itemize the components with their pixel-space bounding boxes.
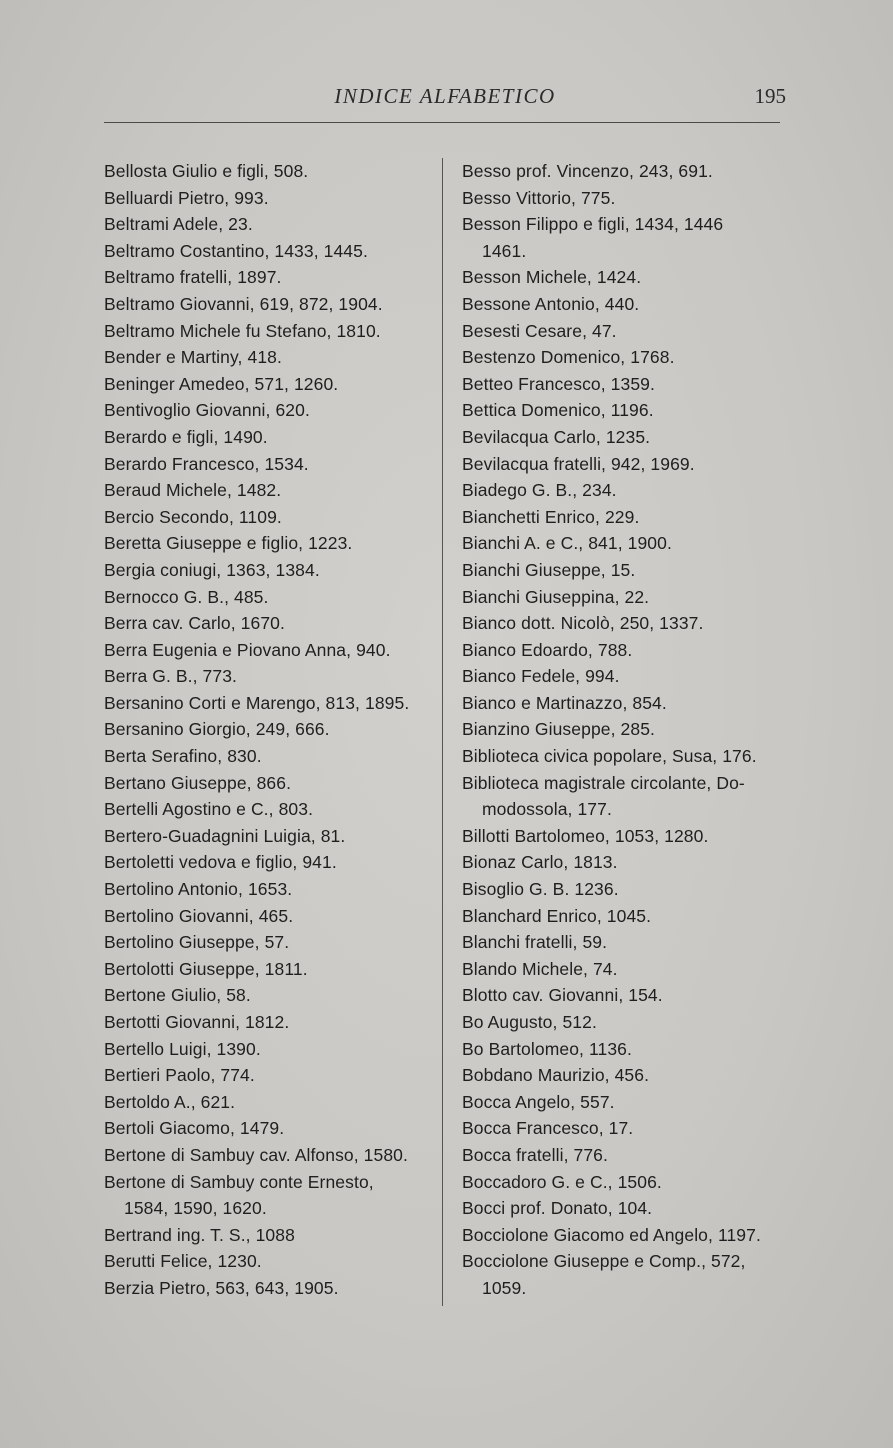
index-entry bbox=[462, 823, 787, 850]
index-entry bbox=[104, 1275, 430, 1302]
index-entry-text: Besso prof. Vincenzo, 243, 691. bbox=[462, 161, 713, 181]
index-entry bbox=[462, 982, 787, 1009]
index-entry-text: Bentivoglio Giovanni, 620. bbox=[104, 400, 310, 421]
index-entry bbox=[104, 424, 430, 451]
index-entry bbox=[104, 318, 430, 345]
index-entry bbox=[462, 1009, 787, 1036]
index-entry bbox=[104, 796, 430, 823]
index-entry bbox=[104, 743, 430, 770]
index-entry-text: Bercio Secondo, 1109. bbox=[104, 506, 282, 527]
index-entry-text: Boccadoro G. e C., 1506. bbox=[462, 1171, 662, 1192]
index-entry-text: Bianchetti Enrico, 229. bbox=[462, 506, 640, 527]
index-entry-text: Belluardi Pietro, 993. bbox=[104, 187, 269, 208]
index-entry bbox=[104, 1009, 430, 1036]
index-entry bbox=[104, 876, 430, 903]
index-entry-continuation: modossola, 177. bbox=[482, 799, 612, 820]
index-entry-text: Bianzino Giuseppe, 285. bbox=[462, 719, 655, 740]
index-entry bbox=[462, 211, 787, 264]
index-entry-text: Besesti Cesare, 47. bbox=[462, 320, 617, 341]
index-entry-text: Berra Eugenia e Piovano Anna, 940. bbox=[104, 639, 391, 660]
index-entry-text: Bo Augusto, 512. bbox=[462, 1012, 597, 1032]
index-entry-text: Bianco Fedele, 994. bbox=[462, 666, 620, 687]
index-entry-text: Blotto cav. Giovanni, 154. bbox=[462, 985, 663, 1006]
index-entry bbox=[104, 770, 430, 797]
index-entry bbox=[104, 530, 430, 557]
index-entry-text: Beltramo Costantino, 1433, 1445. bbox=[104, 240, 368, 261]
index-entry-text: Beltramo fratelli, 1897. bbox=[104, 267, 282, 288]
index-entry-text: Berzia Pietro, 563, 643, 1905. bbox=[104, 1277, 339, 1298]
index-entry-text: Bianco Edoardo, 788. bbox=[462, 639, 633, 660]
index-entry bbox=[462, 1089, 787, 1116]
index-entry-text: Bessone Antonio, 440. bbox=[462, 293, 640, 314]
index-entry bbox=[462, 158, 787, 185]
index-entry bbox=[462, 1169, 787, 1196]
index-entry bbox=[104, 690, 430, 717]
index-entry bbox=[462, 610, 787, 637]
index-entry bbox=[462, 663, 787, 690]
index-entry-text: Berardo e figli, 1490. bbox=[104, 426, 268, 447]
index-entry-text: Bertero-Guadagnini Luigia, 81. bbox=[104, 825, 346, 846]
index-entry bbox=[104, 849, 430, 876]
index-entry-text: Bertoli Giacomo, 1479. bbox=[104, 1118, 285, 1139]
index-entry-text: Bergia coniugi, 1363, 1384. bbox=[104, 559, 320, 580]
index-entry-text: Bocci prof. Donato, 104. bbox=[462, 1198, 653, 1219]
index-entry bbox=[462, 1248, 787, 1301]
index-entry-text: Beninger Amedeo, 571, 1260. bbox=[104, 373, 339, 394]
index-entry-text: Billotti Bartolomeo, 1053, 1280. bbox=[462, 825, 709, 846]
index-entry-text: Bellosta Giulio e figli, 508. bbox=[104, 161, 309, 181]
index-entry bbox=[462, 1062, 787, 1089]
index-entry bbox=[104, 1036, 430, 1063]
index-entry bbox=[462, 743, 787, 770]
index-entry bbox=[104, 557, 430, 584]
index-entry-text: Bertolino Antonio, 1653. bbox=[104, 879, 293, 900]
index-entry-text: Biadego G. B., 234. bbox=[462, 480, 617, 501]
index-entry-text: Bianchi Giuseppe, 15. bbox=[462, 559, 636, 580]
index-entry bbox=[462, 264, 787, 291]
index-entry-text: Bertano Giuseppe, 866. bbox=[104, 772, 292, 793]
page-title: INDICE ALFABETICO bbox=[334, 84, 556, 108]
index-entry bbox=[104, 1142, 430, 1169]
index-entry-text: Bertone Giulio, 58. bbox=[104, 985, 251, 1006]
index-entry bbox=[462, 903, 787, 930]
index-entry bbox=[462, 584, 787, 611]
index-entry bbox=[104, 158, 430, 185]
index-entry bbox=[462, 318, 787, 345]
index-entry bbox=[104, 1115, 430, 1142]
index-entry-text: Bertoletti vedova e figlio, 941. bbox=[104, 852, 337, 873]
index-entry bbox=[104, 238, 430, 265]
index-entry bbox=[104, 185, 430, 212]
index-entry bbox=[462, 849, 787, 876]
index-entry bbox=[104, 584, 430, 611]
index-entry bbox=[104, 211, 430, 238]
index-entry bbox=[462, 1222, 787, 1249]
index-entry bbox=[462, 929, 787, 956]
index-entry bbox=[104, 504, 430, 531]
index-entry-text: Bianchi Giuseppina, 22. bbox=[462, 586, 650, 607]
index-entry-text: Bocciolone Giacomo ed Angelo, 1197. bbox=[462, 1224, 761, 1245]
index-column-right bbox=[462, 158, 787, 1302]
index-entry bbox=[104, 903, 430, 930]
index-entry bbox=[104, 982, 430, 1009]
index-entry-text: Bocca Francesco, 17. bbox=[462, 1118, 634, 1139]
index-entry-text: Beltramo Giovanni, 619, 872, 1904. bbox=[104, 293, 383, 314]
index-entry bbox=[462, 1195, 787, 1222]
index-entry-text: Berta Serafino, 830. bbox=[104, 746, 262, 767]
index-entry bbox=[104, 716, 430, 743]
index-entry bbox=[104, 291, 430, 318]
index-entry-text: Biblioteca civica popolare, Susa, 176. bbox=[462, 746, 757, 767]
index-entry bbox=[462, 690, 787, 717]
index-entry bbox=[462, 530, 787, 557]
index-entry bbox=[104, 477, 430, 504]
index-entry-text: Bisoglio G. B. 1236. bbox=[462, 879, 619, 900]
index-entry-text: Berra cav. Carlo, 1670. bbox=[104, 613, 285, 634]
index-entry-continuation: 1584, 1590, 1620. bbox=[124, 1198, 267, 1219]
index-entry-text: Bertrand ing. T. S., 1088 bbox=[104, 1224, 295, 1245]
index-entry bbox=[104, 371, 430, 398]
index-entry-text: Besson Michele, 1424. bbox=[462, 267, 642, 288]
index-entry bbox=[462, 397, 787, 424]
index-entry-text: Beltramo Michele fu Stefano, 1810. bbox=[104, 320, 381, 341]
index-entry bbox=[462, 876, 787, 903]
index-entry bbox=[462, 185, 787, 212]
index-entry bbox=[104, 663, 430, 690]
index-entry-text: Bobdano Maurizio, 456. bbox=[462, 1065, 650, 1086]
index-entry-text: Besso Vittorio, 775. bbox=[462, 187, 616, 208]
index-entry-text: Bocciolone Giuseppe e Comp., 572, bbox=[462, 1251, 746, 1272]
index-entry bbox=[104, 956, 430, 983]
index-entry-text: Berutti Felice, 1230. bbox=[104, 1251, 262, 1272]
index-entry bbox=[462, 770, 787, 823]
index-entry-text: Bender e Martiny, 418. bbox=[104, 347, 282, 368]
page-number: 195 bbox=[754, 84, 786, 108]
index-entry bbox=[104, 929, 430, 956]
index-entry-text: Bianco dott. Nicolò, 250, 1337. bbox=[462, 613, 704, 634]
index-entry-text: Beraud Michele, 1482. bbox=[104, 480, 282, 501]
index-entry-continuation: 1059. bbox=[482, 1277, 527, 1298]
index-entry bbox=[104, 1248, 430, 1275]
index-entry bbox=[462, 1142, 787, 1169]
index-entry-text: Bertieri Paolo, 774. bbox=[104, 1065, 255, 1086]
index-entry bbox=[462, 956, 787, 983]
index-entry bbox=[462, 291, 787, 318]
index-entry bbox=[462, 451, 787, 478]
index-entry-text: Bersanino Corti e Marengo, 813, 1895. bbox=[104, 692, 410, 713]
index-entry-text: Bersanino Giorgio, 249, 666. bbox=[104, 719, 330, 740]
index-entry-text: Bertello Luigi, 1390. bbox=[104, 1038, 261, 1059]
index-entry-text: Besson Filippo e figli, 1434, 1446 bbox=[462, 214, 724, 235]
index-entry-text: Blanchi fratelli, 59. bbox=[462, 932, 608, 953]
header-rule bbox=[104, 122, 780, 123]
running-header bbox=[104, 84, 786, 114]
index-entry-text: Bettica Domenico, 1196. bbox=[462, 400, 654, 421]
index-entry bbox=[462, 424, 787, 451]
index-entry-text: Bocca fratelli, 776. bbox=[462, 1144, 608, 1165]
index-entry bbox=[104, 1169, 430, 1222]
index-entry-text: Betteo Francesco, 1359. bbox=[462, 373, 655, 394]
index-entry-text: Beretta Giuseppe e figlio, 1223. bbox=[104, 533, 353, 554]
index-entry-text: Bo Bartolomeo, 1136. bbox=[462, 1038, 632, 1059]
index-entry bbox=[104, 451, 430, 478]
index-entry bbox=[462, 557, 787, 584]
index-entry bbox=[104, 264, 430, 291]
index-entry-text: Blanchard Enrico, 1045. bbox=[462, 905, 652, 926]
index-entry-text: Bertolino Giuseppe, 57. bbox=[104, 932, 290, 953]
index-entry-text: Beltrami Adele, 23. bbox=[104, 214, 253, 235]
index-entry-text: Bevilacqua fratelli, 942, 1969. bbox=[462, 453, 695, 474]
index-entry bbox=[104, 637, 430, 664]
index-entry bbox=[104, 823, 430, 850]
index-entry bbox=[462, 477, 787, 504]
index-column-left bbox=[104, 158, 430, 1302]
index-entry bbox=[462, 1036, 787, 1063]
index-entry-text: Bianco e Martinazzo, 854. bbox=[462, 692, 667, 713]
index-entry-text: Biblioteca magistrale circolante, Do- bbox=[462, 772, 745, 793]
index-entry bbox=[104, 1222, 430, 1249]
index-entry-text: Bevilacqua Carlo, 1235. bbox=[462, 426, 651, 447]
index-entry-text: Bocca Angelo, 557. bbox=[462, 1091, 615, 1112]
index-entry bbox=[104, 1089, 430, 1116]
index-entry bbox=[462, 1115, 787, 1142]
index-entry bbox=[462, 637, 787, 664]
index-entry bbox=[104, 1062, 430, 1089]
index-entry bbox=[462, 716, 787, 743]
index-entry-text: Bertolotti Giuseppe, 1811. bbox=[104, 958, 308, 979]
index-entry-text: Bertoldo A., 621. bbox=[104, 1091, 236, 1112]
index-entry-text: Bianchi A. e C., 841, 1900. bbox=[462, 533, 672, 554]
index-entry bbox=[104, 397, 430, 424]
index-entry bbox=[104, 610, 430, 637]
index-entry-text: Bertelli Agostino e C., 803. bbox=[104, 799, 314, 820]
index-entry bbox=[104, 344, 430, 371]
index-entry-text: Bionaz Carlo, 1813. bbox=[462, 852, 618, 873]
index-entry bbox=[462, 371, 787, 398]
index-entry bbox=[462, 504, 787, 531]
index-entry-text: Berardo Francesco, 1534. bbox=[104, 453, 309, 474]
index-entry-continuation: 1461. bbox=[482, 240, 527, 261]
index-entry bbox=[462, 344, 787, 371]
index-entry-text: Bertotti Giovanni, 1812. bbox=[104, 1012, 290, 1032]
index-entry-text: Bertone di Sambuy cav. Alfonso, 1580. bbox=[104, 1144, 408, 1165]
column-divider bbox=[442, 158, 443, 1306]
index-entry-text: Blando Michele, 74. bbox=[462, 958, 618, 979]
index-entry-text: Bertolino Giovanni, 465. bbox=[104, 905, 294, 926]
index-entry-text: Berra G. B., 773. bbox=[104, 666, 238, 687]
index-entry-text: Bernocco G. B., 485. bbox=[104, 586, 269, 607]
index-entry-text: Bestenzo Domenico, 1768. bbox=[462, 347, 675, 368]
index-entry-text: Bertone di Sambuy conte Ernesto, bbox=[104, 1171, 374, 1192]
